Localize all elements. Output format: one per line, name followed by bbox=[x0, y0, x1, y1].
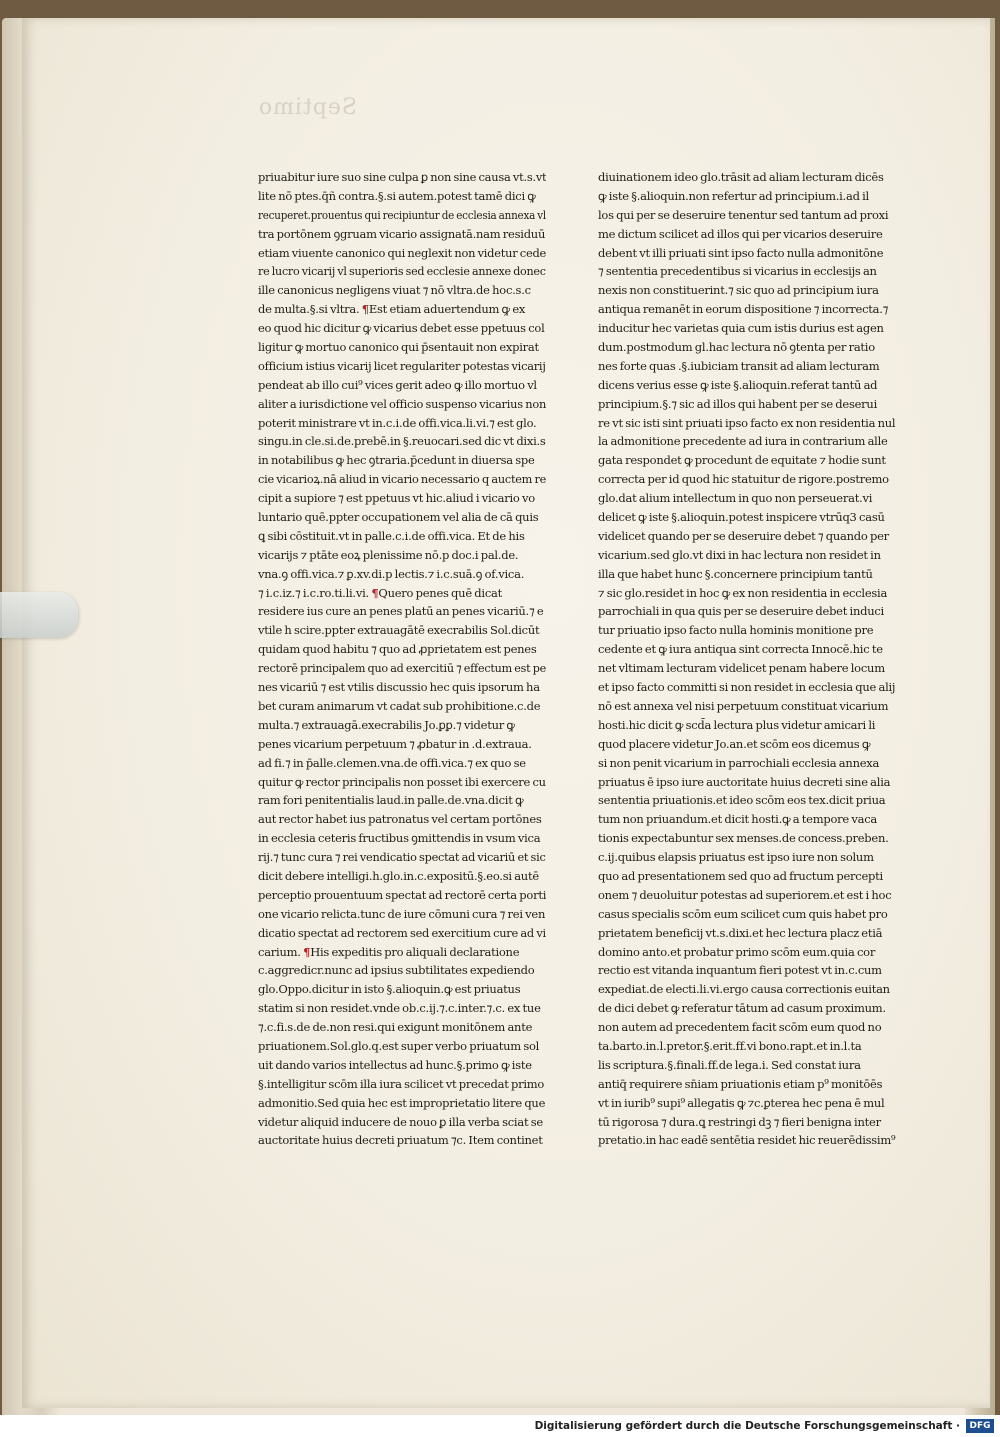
text-line: gata respondet ꝙ procedunt de equitate ⁊ hodie sunt bbox=[598, 453, 886, 468]
text-line: antiqua remanēt in eorum dispositione ⁊ incorrecta.⁊ bbox=[598, 302, 889, 317]
text-line: ⁊ sententia precedentibus si vicarius in ecclesijs an bbox=[598, 264, 877, 279]
bleed-through-text: Septimo bbox=[257, 95, 357, 120]
text-line: bet curam animarum vt cadat sub prohibitione.c.de bbox=[258, 698, 541, 713]
text-line: quod placere videtur Jo.an.et scōm eos dicemus ꝙ bbox=[598, 736, 871, 751]
text-line: la admonitione precedente ad iura in contrarium alle bbox=[598, 434, 888, 449]
text-line: c.aggredicr.nunc ad ipsius subtilitates expediendo bbox=[258, 963, 535, 978]
pilcrow-rubric-icon: ¶ bbox=[303, 944, 311, 959]
text-line: vtile h scire.ppter extrauagātē execrabilis Sol.dicūt bbox=[258, 623, 540, 638]
text-line: nes vicariū ⁊ est vtilis discussio hec quis ipsorum ha bbox=[258, 680, 540, 695]
text-line: vna.ꝯ offi.vica.⁊ ꝑ.xv.di.p lectis.⁊ i.c.suā.ꝯ of.vica. bbox=[258, 566, 525, 581]
left-text-column bbox=[258, 168, 546, 1150]
funding-credit: Digitalisierung gefördert durch die Deutsche Forschungsgemeinschaft · bbox=[534, 1420, 960, 1432]
text-line: rij.⁊ tunc cura ⁊ rei vendicatio spectat ad vicariū et sic bbox=[258, 850, 546, 865]
text-line: net vltimam lecturam videlicet penam habere locum bbox=[598, 661, 885, 676]
text-line: parrochiali in qua quis per se deseruire debet induci bbox=[598, 604, 884, 619]
text-line: luntario quē.ppter occupationem vel alia de cā quis bbox=[258, 510, 539, 525]
text-line: nes forte quas .§.iubiciam transit ad aliam lecturam bbox=[598, 358, 880, 373]
text-line: statim si non residet.vnde ob.c.ij.⁊.c.inter.⁊.c. ex tue bbox=[258, 1001, 541, 1016]
text-line: cedente et ꝙ iura antiqua sint correcta Innocē.hic te bbox=[598, 642, 883, 657]
text-line: et ipso facto committi si non residet in ecclesia que alij bbox=[598, 680, 896, 695]
text-line: §.intelligitur scōm illa iura scilicet vt precedat primo bbox=[258, 1076, 545, 1091]
text-line: rectio est vitanda inquantum fieri potest vt in.c.cum bbox=[598, 963, 882, 978]
text-line: quo ad presentationem sed quo ad fructum percepti bbox=[598, 868, 883, 883]
text-line: priuationem.Sol.glo.q.est super verbo priuatum sol bbox=[258, 1038, 540, 1053]
text-line: vt in iurib⁹ supi⁹ allegatis ꝙ ⁊c.ꝑterea hec pena ē mul bbox=[598, 1095, 885, 1110]
text-line: correcta per id quod hic statuitur de rigore.postremo bbox=[598, 472, 889, 487]
bookmark-clip bbox=[0, 592, 78, 638]
text-line: inducitur hec varietas quia cum istis durius est agen bbox=[598, 321, 884, 336]
text-line: officium istius vicarij licet regulariter potestas vicarij bbox=[258, 358, 546, 373]
text-line: tum non priuandum.et dicit hosti.ꝙ a tempore vaca bbox=[598, 812, 877, 827]
text-line: poterit ministrare vt in.c.i.de offi.vica.li.vi.⁊ est glo. bbox=[258, 415, 537, 430]
text-line: tū rigorosa ⁊ dura.ꝗ restringi dꝫ ⁊ fieri benigna inter bbox=[598, 1114, 881, 1129]
text-line: nexis non constituerint.⁊ sic quo ad principium iura bbox=[598, 283, 879, 298]
text-line: residere ius cure an penes platū an penes vicariū.⁊ e bbox=[258, 604, 544, 619]
text-line: eo quod hic dicitur ꝙ vicarius debet esse ppetuus col bbox=[258, 321, 545, 336]
text-line: tra portōnem ꝯgruam vicario assignatā.nam residuū bbox=[258, 226, 546, 241]
text-line: antiq̄ requirere sn̄iam priuationis etiam p⁹ monitōēs bbox=[598, 1076, 883, 1091]
text-line: ram fori penitentialis laud.in palle.de.vna.dicit ꝙ bbox=[258, 793, 524, 808]
text-line: casus specialis scōm eum scilicet cum quis habet pro bbox=[598, 906, 888, 921]
text-line: ꝗ sibi cōstituit.vt in palle.c.i.de offi.vica. Et de his bbox=[258, 528, 525, 543]
text-line: in ecclesia ceteris fructibus ꝯmittendis in vsum vica bbox=[258, 831, 541, 846]
text-line: dum.postmodum gl.hac lectura nō ꝯtenta per ratio bbox=[598, 340, 875, 355]
text-line: cie vicarioꝝ.nā aliud in vicario necessario q auctem re bbox=[258, 472, 547, 487]
text-line: c.ij.quibus elapsis priuatus est ipso iure non solum bbox=[598, 850, 874, 865]
text-line: tur priuatio ipso facto nulla hominis monitione pre bbox=[598, 623, 874, 638]
text-line: expediat.de electi.li.vi.ergo causa correctionis euitan bbox=[598, 982, 890, 997]
text-line: sententia priuationis.et ideo scōm eos tex.dicit priua bbox=[598, 793, 886, 808]
text-line: lis scriptura.§.finali.ff.de lega.i. Sed constat iura bbox=[598, 1057, 861, 1072]
text-line: singu.in cle.si.de.prebē.in §.reuocari.sed dic vt dixi.s bbox=[258, 434, 546, 449]
text-line: delicet ꝙ iste §.alioquin.potest inspicere vtrūq3 casū bbox=[598, 510, 885, 525]
text-line: diuinationem ideo glo.trāsit ad aliam lecturam dicēs bbox=[598, 170, 884, 184]
text-line: de dici debet ꝙ referatur tātum ad casum proximum. bbox=[598, 1001, 886, 1016]
text-line: videlicet quando per se deseruire debet ⁊ quando per bbox=[598, 528, 889, 543]
text-line: rectorē principalem quo ad exercitiū ⁊ effectum est pe bbox=[258, 661, 547, 676]
text-line: videtur aliquid inducere de nouo ꝑ illa verba sciat se bbox=[258, 1114, 543, 1129]
text-line: aut rector habet ius patronatus vel certam portōnes bbox=[258, 812, 542, 827]
text-line: cipit a supiore ⁊ est ppetuus vt hic.aliud i vicario vo bbox=[258, 491, 535, 506]
text-line: de multa.§.si vltra. ¶Est etiam aduertendum ꝙ ex bbox=[258, 302, 526, 317]
dfg-logo-icon: DFG bbox=[966, 1419, 994, 1433]
text-line: prietatem beneficij vt.s.dixi.et hec lectura placz etiā bbox=[598, 925, 883, 940]
text-line: debent vt illi priuati sint ipso facto nulla admonitōne bbox=[598, 245, 884, 260]
text-line: priuabitur iure suo sine culpa ꝑ non sine causa vt.s.vt bbox=[258, 170, 546, 184]
text-line: vicarium.sed glo.vt dixi in hac lectura non residet in bbox=[598, 547, 881, 562]
text-line: pendeat ab illo cui⁹ vices gerit adeo ꝙ illo mortuo vl bbox=[258, 377, 537, 392]
text-line: dicens verius esse ꝙ iste §.alioquin.referat tantū ad bbox=[598, 377, 878, 392]
text-line: ligitur ꝙ mortuo canonico qui p̄sentauit non expirat bbox=[258, 340, 539, 355]
text-line: si non penit vicarium in parrochiali ecclesia annexa bbox=[598, 755, 880, 770]
text-line: carium. ¶His expeditis pro aliquali declaratione bbox=[258, 944, 520, 959]
text-line: los qui per se deseruire tenentur sed tantum ad proxi bbox=[598, 207, 889, 222]
text-line: perceptio prouentuum spectat ad rectorē certa porti bbox=[258, 887, 546, 902]
text-line: vicarijs ⁊ ptāte eoꝝ plenissime nō.p doc.i pal.de. bbox=[258, 547, 519, 562]
text-line: etiam viuente canonico qui neglexit non videtur cede bbox=[258, 245, 546, 260]
text-line: one vicario relicta.tunc de iure cōmuni cura ⁊ rei ven bbox=[258, 906, 546, 921]
right-text-column bbox=[598, 168, 898, 1150]
text-line: uit dando varios intellectus ad hunc.§.primo ꝙ iste bbox=[258, 1057, 532, 1072]
text-line: illa que habet hunc §.concernere principium tantū bbox=[598, 566, 873, 581]
text-line: ad fi.⁊ in p̄alle.clemen.vna.de offi.vica.⁊ ex quo se bbox=[258, 755, 526, 770]
text-line: dicit debere intelligi.h.glo.in.c.expositū.§.eo.si autē bbox=[258, 868, 539, 883]
footer-bar bbox=[0, 1415, 1000, 1437]
text-line: auctoritate huius decreti priuatum ⁊c. Item continet bbox=[258, 1133, 543, 1148]
text-line: me dictum scilicet ad illos qui per vicarios deseruire bbox=[598, 226, 883, 241]
text-line: domino anto.et probatur primo scōm eum.quia cor bbox=[598, 944, 876, 959]
pilcrow-rubric-icon: ¶ bbox=[361, 302, 369, 317]
text-line: glo.Oppo.dicitur in isto §.alioquin.ꝙ est priuatus bbox=[258, 982, 521, 997]
text-line: penes vicarium perpetuum ⁊ ꝓbatur in .d.extraua. bbox=[258, 736, 532, 751]
text-line: re vt sic isti sint priuati ipso facto ex non residentia nul bbox=[598, 415, 896, 430]
text-line: tionis expectabuntur sex menses.de concess.preben. bbox=[598, 831, 889, 846]
text-line: in notabilibus ꝙ hec ꝯtraria.p̄cedunt in diuersa spe bbox=[258, 453, 535, 468]
text-line: admonitio.Sed quia hec est improprietatio litere que bbox=[258, 1095, 546, 1110]
text-line: ꝙ iste §.alioquin.non refertur ad principium.i.ad il bbox=[598, 188, 869, 203]
text-line: aliter a iurisdictione vel officio suspenso vicarius non bbox=[258, 396, 546, 411]
text-line: recuperet.prouentus qui recipiuntur de ecclesia annexa vl bbox=[258, 207, 546, 222]
text-line: pretatio.in hac eadē sentētia residet hic reuerēdissim⁹ bbox=[598, 1133, 896, 1148]
pilcrow-rubric-icon: ¶ bbox=[371, 585, 379, 600]
text-line: re lucro vicarij vl superioris sed ecclesie annexe donec bbox=[258, 264, 546, 279]
text-line: lite nō ptes.q̄ñ contra.§.si autem.potest tamē dici ꝙ bbox=[258, 188, 536, 203]
text-line: onem ⁊ deuoluitur potestas ad superiorem.et est i hoc bbox=[598, 887, 892, 902]
text-line: multa.⁊ extrauagā.execrabilis Jo.ꝑꝑ.⁊ videtur ꝙ bbox=[258, 717, 515, 732]
text-line: nō est annexa vel nisi perpetuum constituat vicarium bbox=[598, 698, 889, 713]
text-line: ⁊ i.c.iz.⁊ i.c.ro.ti.li.vi. ¶Quero penes quē dicat bbox=[258, 585, 502, 600]
text-line: ille canonicus negligens viuat ⁊ nō vltra.de hoc.s.c bbox=[258, 283, 531, 298]
text-line: non autem ad precedentem facit scōm eum quod no bbox=[598, 1020, 882, 1035]
text-line: ta.barto.in.l.pretor.§.erit.ff.vi bono.rapt.et in.l.ta bbox=[598, 1038, 862, 1053]
text-line: quidam quod habitu ⁊ quo ad ꝓprietatem est penes bbox=[258, 642, 537, 657]
text-line: ⁊ sic glo.residet in hoc ꝙ ex non residentia in ecclesia bbox=[598, 585, 888, 600]
text-line: hosti.hic dicit ꝙ scd̄a lectura plus videtur amicari li bbox=[598, 717, 876, 732]
text-line: glo.dat alium intellectum in quo non perseuerat.vi bbox=[598, 491, 873, 506]
text-line: principium.§.⁊ sic ad illos qui habent per se deserui bbox=[598, 396, 878, 411]
text-line: quitur ꝙ rector principalis non posset ibi exercere cu bbox=[258, 774, 546, 789]
text-line: priuatus ē ipso iure auctoritate huius decreti sine alia bbox=[598, 774, 891, 789]
text-line: dicatio spectat ad rectorem sed exercitium cure ad vi bbox=[258, 925, 546, 940]
text-line: ⁊.c.fi.s.de de.non resi.qui exigunt monitōnem ante bbox=[258, 1020, 533, 1035]
